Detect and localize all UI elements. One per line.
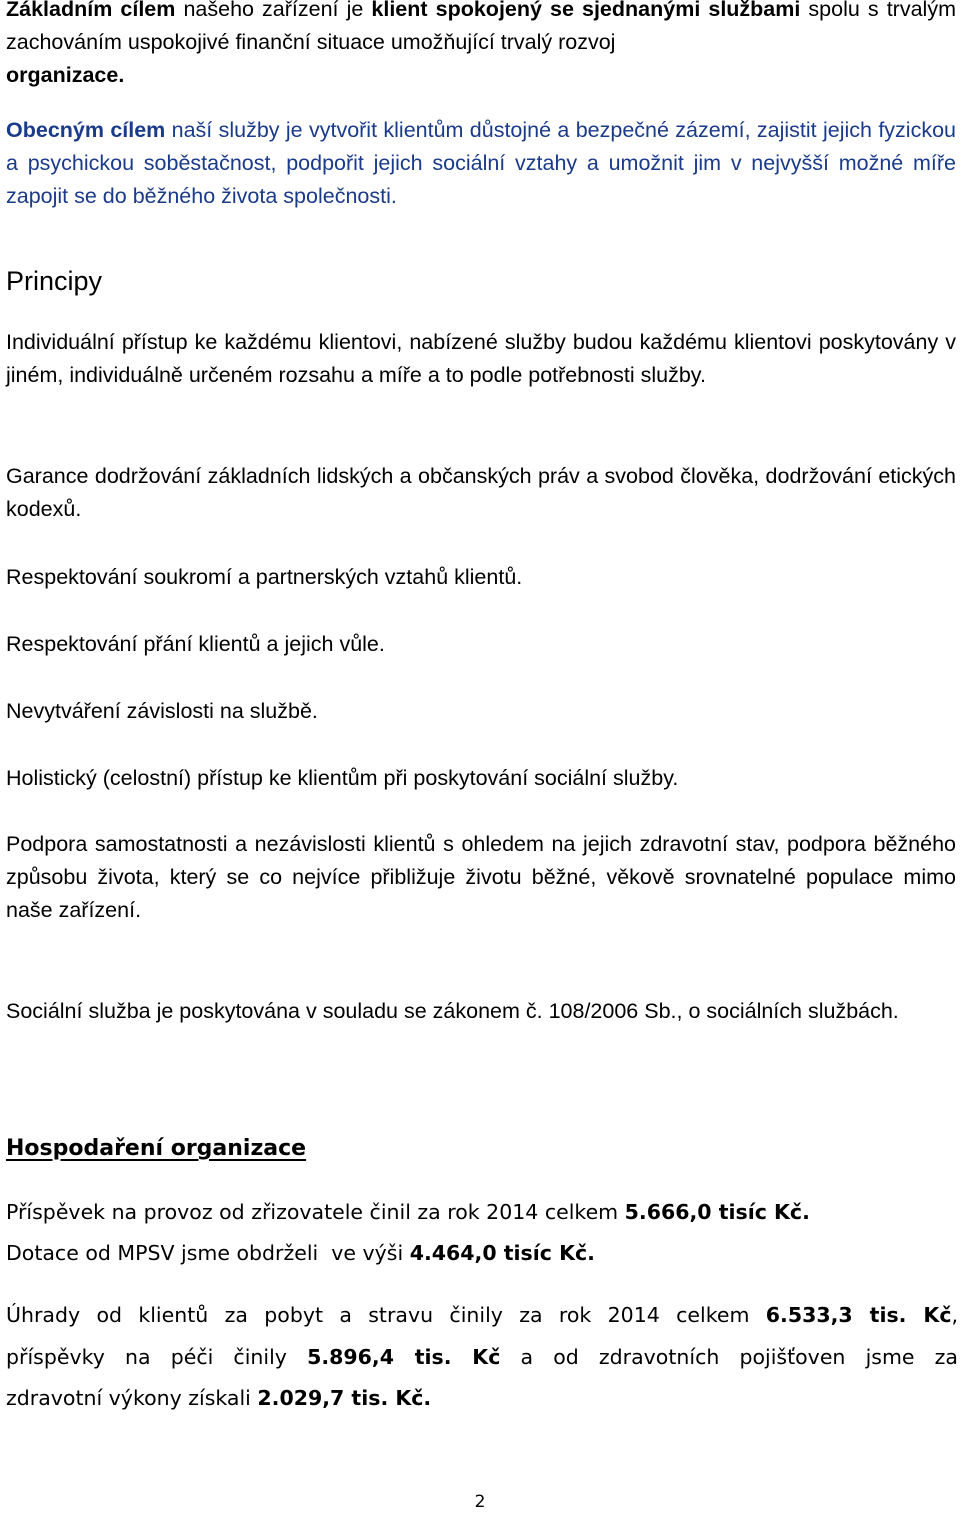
goal-main-paragraph: [6, 0, 956, 92]
goal-main-text-1: našeho zařízení je: [175, 0, 372, 21]
finance-heading: Hospodaření organizace: [6, 1136, 307, 1161]
principle-item: Individuální přístup ke každému klientovi, nabízené služby budou každému klientovi poskytovány v jiném, individuálně určeném rozsahu a míře a to podle potřebnosti služby.: [6, 330, 956, 387]
health-line: [6, 1386, 958, 1410]
subsidy-value: 4.464,0 tisíc Kč.: [409, 1241, 595, 1265]
goal-main-bold-2: organizace.: [6, 63, 125, 87]
subsidy-text: Dotace od MPSV jsme obdrželi ve výši: [6, 1241, 410, 1265]
health-value: 2.029,7 tis. Kč.: [257, 1386, 432, 1410]
care-value: 5.896,4 tis.: [307, 1345, 452, 1369]
payments-text-end: ,: [951, 1303, 958, 1327]
principles-heading: Principy: [6, 266, 103, 296]
page-number: 2: [474, 1492, 486, 1512]
care-value-currency: Kč: [451, 1345, 501, 1369]
principle-item: Nevytváření závislosti na službě.: [6, 699, 318, 723]
goal-main-bold-1: klient spokojený se sjednanými službami: [371, 0, 801, 21]
contribution-line: [6, 1200, 958, 1224]
law-note: Sociální služba je poskytována v souladu se zákonem č. 108/2006 Sb., o sociálních službách.: [6, 999, 899, 1023]
principle-item: Podpora samostatnosti a nezávislosti klientů s ohledem na jejich zdravotní stav, podpora běžného způsobu života, který se co nejvíce přibližuje životu běžné, věkově srovnatelné populace mimo naše zařízení.: [6, 832, 956, 922]
principle-item: Respektování přání klientů a jejich vůle.: [6, 632, 385, 656]
principle-item: Garance dodržování základních lidských a občanských práv a svobod člověka, dodržování etických kodexů.: [6, 464, 956, 521]
subsidy-line: [6, 1241, 958, 1265]
principle-item: Respektování soukromí a partnerských vztahů klientů.: [6, 565, 523, 589]
contribution-value: 5.666,0 tisíc Kč.: [624, 1200, 810, 1224]
payments-line: [6, 1303, 958, 1327]
principle-item: Holistický (celostní) přístup ke klientům při poskytování sociální služby.: [6, 766, 679, 790]
payments-value: 6.533,3 tis. Kč: [765, 1303, 952, 1327]
goal-general-text: naší služby je vytvořit klientům důstojné a bezpečné zázemí, zajistit jejich fyzickou a psychickou soběstačnost, podpořit jejich sociální vztahy a umožnit jim v nejvyšší možné míře zapojit se do běžného života společnosti.: [6, 118, 956, 208]
care-line: [6, 1345, 958, 1369]
goal-general-lead: Obecným cílem: [6, 118, 166, 142]
goal-main-lead: Základním cílem: [6, 0, 176, 21]
health-text: zdravotní výkony získali: [6, 1386, 258, 1410]
contribution-text: Příspěvek na provoz od zřizovatele činil za rok 2014 celkem: [6, 1200, 625, 1224]
payments-text: Úhrady od klientů za pobyt a stravu činily za rok 2014 celkem: [6, 1303, 766, 1327]
goal-main-text-2: spolu s trvalým zachováním uspokojivé finanční situace umožňující trvalý rozvoj: [6, 0, 956, 54]
care-text: příspěvky na péči činily: [6, 1345, 308, 1369]
care-text-end: a od zdravotních pojišťoven jsme za: [500, 1345, 958, 1369]
goal-general-paragraph: [6, 114, 956, 213]
